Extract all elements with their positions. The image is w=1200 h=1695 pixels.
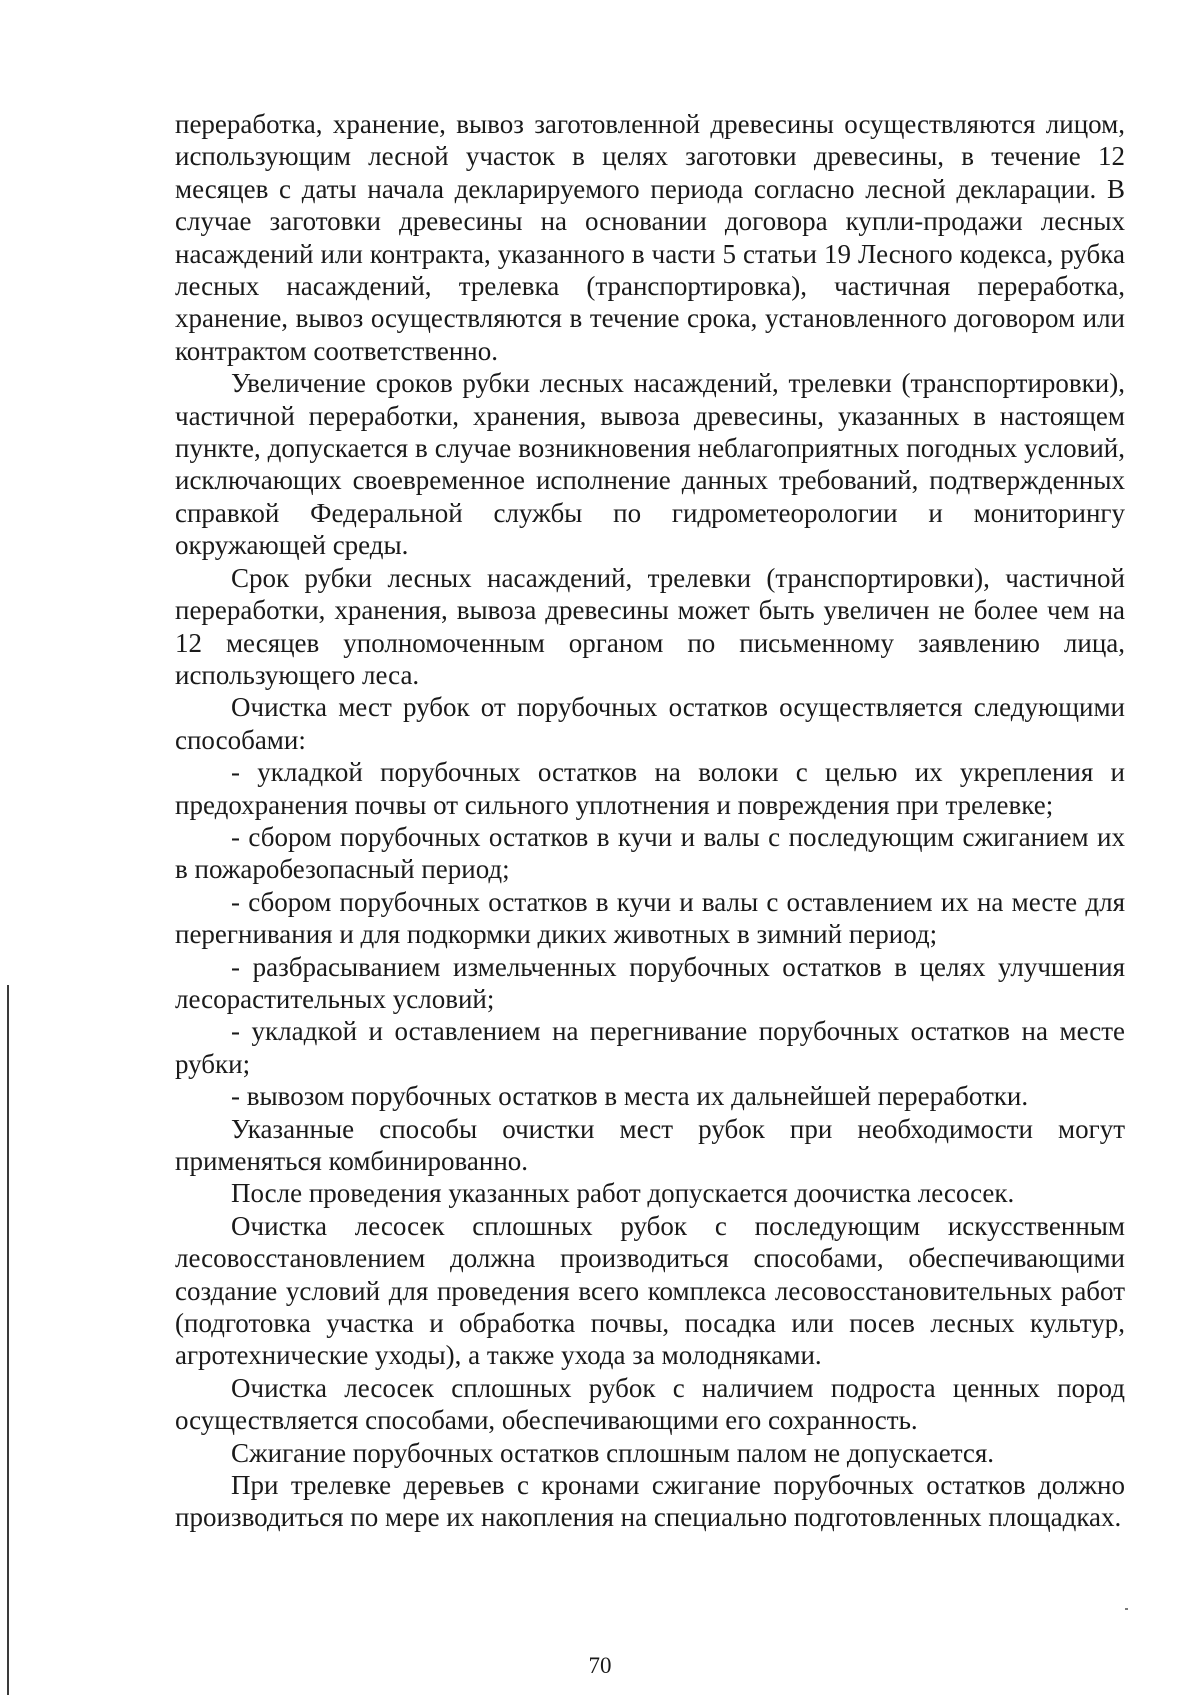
paragraph: Указанные способы очистки мест рубок при необходимости могут применяться комбинированно. — [175, 1113, 1125, 1176]
list-item: - разбрасыванием измельченных порубочных остатков в целях улучшения лесорастительных условий; — [175, 951, 1125, 1014]
list-item: - укладкой и оставлением на перегнивание порубочных остатков на месте рубки; — [175, 1016, 1125, 1079]
list-item: - сбором порубочных остатков в кучи и валы с последующим сжиганием их в пожаробезопасный период; — [175, 821, 1125, 885]
list-item: - вывозом порубочных остатков в места их дальнейшей переработки. — [231, 1081, 1029, 1112]
paragraph: После проведения указанных работ допускается доочистка лесосек. — [231, 1178, 1015, 1209]
scan-speck — [1125, 1608, 1128, 1610]
paragraph: Срок рубки лесных насаждений, трелевки (транспортировки), частичной переработки, хранения, вывоза древесины может быть увеличен не более чем на 12 месяцев уполномоченным органом по письменному заявлению лица, использующего леса. — [175, 562, 1125, 690]
paragraph: Сжигание порубочных остатков сплошным палом не допускается. — [231, 1437, 995, 1468]
list-item: - сбором порубочных остатков в кучи и валы с оставлением их на месте для перегнивания и для подкормки диких животных в зимний период; — [175, 886, 1125, 950]
paragraph: При трелевке деревьев с кронами сжигание порубочных остатков должно производиться по мере их накопления на специально подготовленных площадках. — [175, 1470, 1125, 1533]
scan-edge-line — [7, 985, 9, 1695]
paragraph: Увеличение сроков рубки лесных насаждений, трелевки (транспортировки), частичной переработки, хранения, вывоза древесины, указанных в настоящем пункте, допускается в случае возникновения неблагоприятных погодных условий, исключающих своевременное исполнение данных требований, подтвержденных справкой Федеральной службы по гидрометеорологии и мониторингу окружающей среды. — [175, 368, 1125, 561]
page-number: 70 — [588, 1653, 612, 1678]
list-item: - укладкой порубочных остатков на волоки с целью их укрепления и предохранения почвы от сильного уплотнения и повреждения при трелевке; — [175, 757, 1125, 820]
paragraph: Очистка лесосек сплошных рубок с последующим искусственным лесовосстановлением должна производиться способами, обеспечивающими создание условий для проведения всего комплекса лесовосстановительных работ (подготовка участка и обработка почвы, посадка или посев лесных культур, агротехнические уходы), а также ухода за молодняками. — [175, 1210, 1125, 1371]
paragraph: переработка, хранение, вывоз заготовленной древесины осуществляются лицом, использующим лесной участок в целях заготовки древесины, в течение 12 месяцев с даты начала декларируемого периода согласно лесной декларации. В случае заготовки древесины на основании договора купли-продажи лесных насаждений или контракта, указанного в части 5 статьи 19 Лесного кодекса, рубка лесных насаждений, трелевка (транспортировка), частичная переработка, хранение, вывоз осуществляются в течение срока, установленного договором или контрактом соответственно. — [175, 109, 1125, 366]
paragraph: Очистка лесосек сплошных рубок с наличием подроста ценных пород осуществляется способами, обеспечивающими его сохранность. — [175, 1372, 1125, 1436]
paragraph: Очистка мест рубок от порубочных остатков осуществляется следующими способами: — [175, 692, 1125, 755]
document-body — [175, 108, 1125, 1534]
